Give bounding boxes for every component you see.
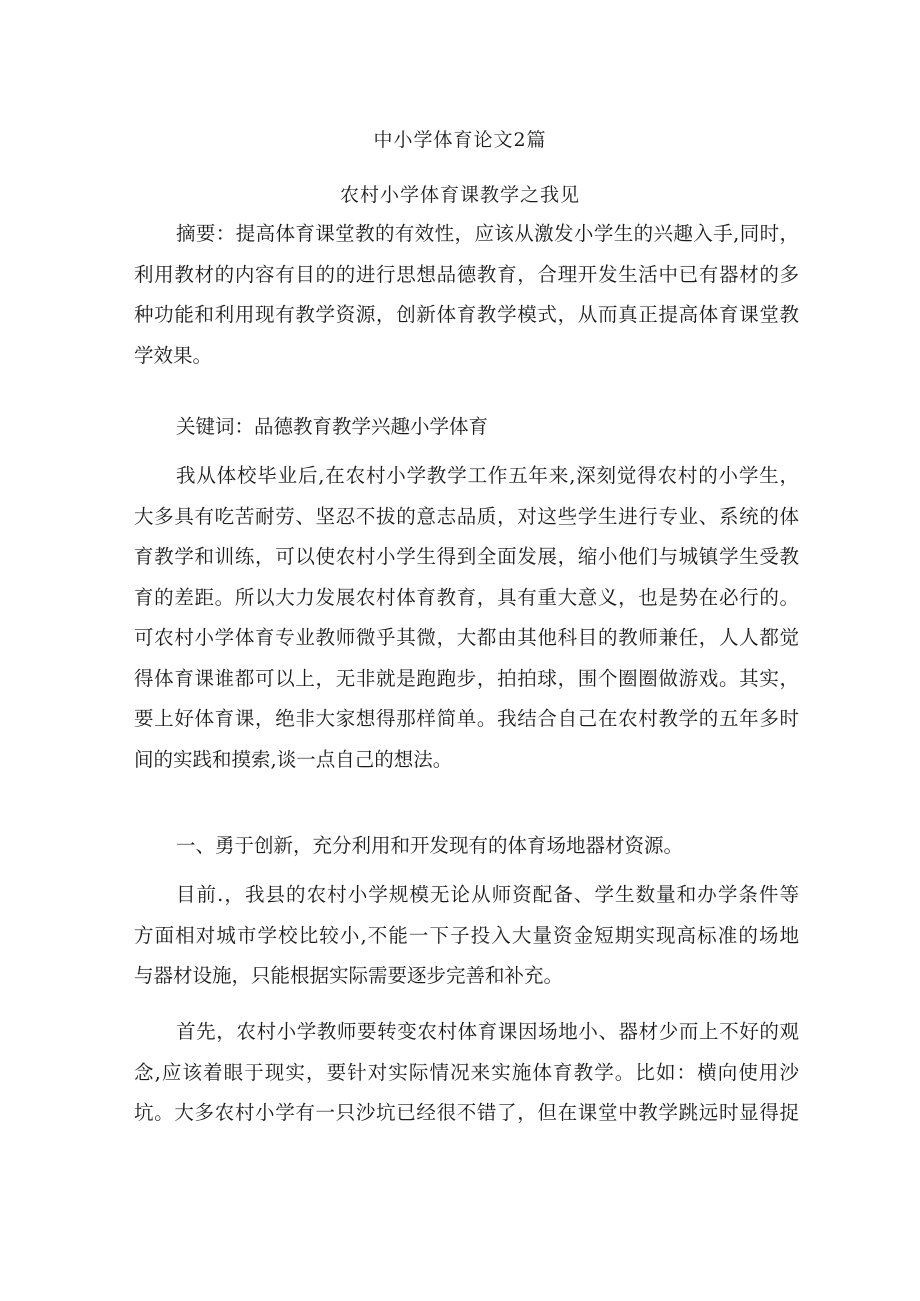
text-line: 得体育课谁都可以上，无非就是跑跑步，拍拍球，围个圈圈做游戏。其实， xyxy=(134,666,799,690)
main-title: 中小学体育论文2篇 xyxy=(373,129,547,151)
text-line: 育的差距。所以大力发展农村体育教育，具有重大意义，也是势在必行的。 xyxy=(134,585,799,609)
text-line: 摘要：提高体育课堂教的有效性，应该从激发小学生的兴趣入手,同时， xyxy=(176,222,799,245)
section-heading xyxy=(134,826,799,867)
text-line: 可农村小学体育专业教师微乎其微，大都由其他科目的教师兼任，人人都觉 xyxy=(134,626,799,649)
text-line: 利用教材的内容有目的的进行思想品德教育，合理开发生活中已有器材的多 xyxy=(134,262,799,286)
text-line: 方面相对城市学校比较小,不能一下子投入大量资金短期实现高标准的场地 xyxy=(134,923,799,947)
text-line: 要上好体育课，绝非大家想得那样简单。我结合自己在农村教学的五年多时 xyxy=(134,707,799,730)
text-line: 目前.，我县的农村小学规模无论从师资配备、学生数量和办学条件等 xyxy=(176,883,799,906)
text-line: 育教学和训练，可以使农村小学生得到全面发展，缩小他们与城镇学生受教 xyxy=(134,545,799,568)
text-line: 首先，农村小学教师要转变农村体育课因场地小、器材少而上不好的观 xyxy=(176,1020,799,1043)
text-line: 大多具有吃苦耐劳、坚忍不拔的意志品质，对这些学生进行专业、系统的体 xyxy=(134,504,799,528)
text-line: 学效果。 xyxy=(134,343,213,367)
text-line: 一、勇于创新，充分利用和开发现有的体育场地器材资源。 xyxy=(176,834,684,857)
text-line: 念,应该着眼于现实，要针对实际情况来实施体育教学。比如：横向使用沙 xyxy=(134,1060,799,1084)
text-line: 关键词：品德教育教学兴趣小学体育 xyxy=(176,415,489,438)
body-paragraph-2 xyxy=(134,875,799,997)
text-line: 与器材设施，只能根据实际需要逐步完善和补充。 xyxy=(134,964,564,987)
body-paragraph-3 xyxy=(134,1012,799,1134)
keywords-line xyxy=(134,407,799,448)
text-line: 坑。大多农村小学有一只沙坑已经很不错了，但在课堂中教学跳远时显得捉 xyxy=(134,1101,799,1124)
abstract-paragraph xyxy=(134,214,799,376)
body-paragraph-1 xyxy=(134,456,799,780)
text-line: 间的实践和摸索,谈一点自己的想法。 xyxy=(134,747,453,771)
text-line: 我从体校毕业后,在农村小学教学工作五年来,深刻觉得农村的小学生， xyxy=(176,464,799,487)
sub-title: 农村小学体育课教学之我见 xyxy=(339,184,580,206)
text-line: 种功能和利用现有教学资源，创新体育教学模式，从而真正提高体育课堂教 xyxy=(134,303,799,326)
